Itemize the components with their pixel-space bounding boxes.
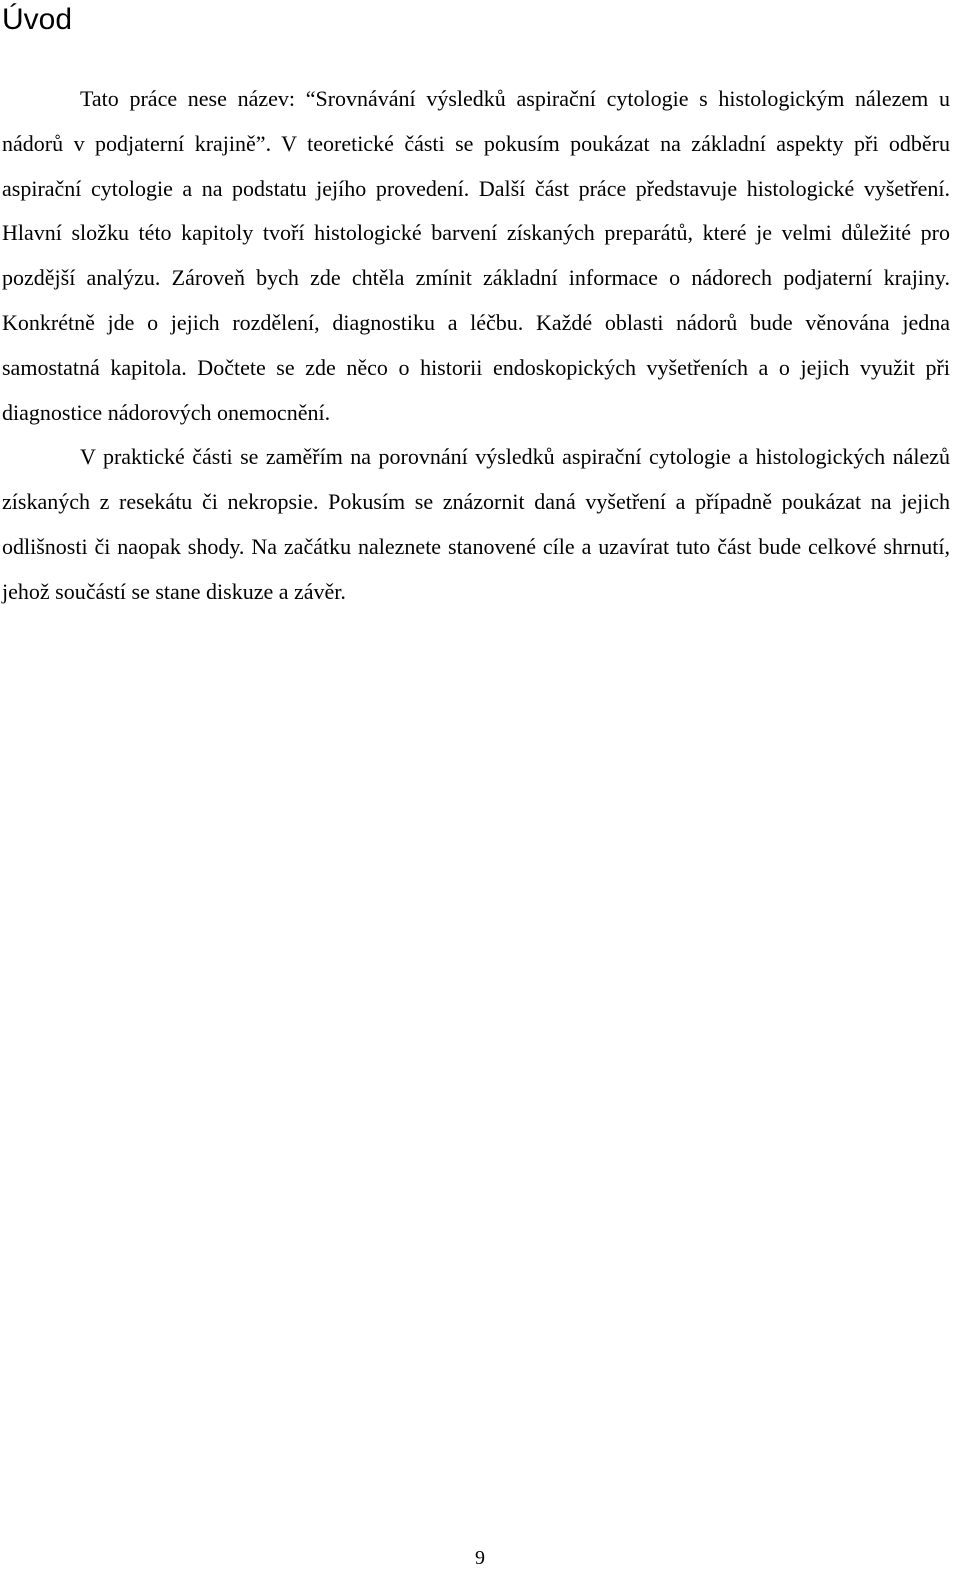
body-text [2,77,950,615]
page-number: 9 [475,1547,485,1569]
section-heading: Úvod [2,3,73,36]
paragraph-intro: Tato práce nese název: “Srovnávání výsledků aspirační cytologie s histologickým nálezem u nádorů v podjaterní krajině”. V teoretické části se pokusím poukázat na základní aspekty při odběru aspirační cytologie a na podstatu jejího provedení. Další část práce představuje histologické vyšetření. Hlavní složku této kapitoly tvoří histologické barvení získaných preparátů, které je velmi důležité pro pozdější analýzu. Zároveň bych zde chtěla zmínit základní informace o nádorech podjaterní krajiny. Konkrétně jde o jejich rozdělení, diagnostiku a léčbu. Každé oblasti nádorů bude věnována jedna samostatná kapitola. Dočtete se zde něco o historii endoskopických vyšetřeních a o jejich využit při diagnostice nádorových onemocnění. [2,86,950,425]
paragraph-practical: V praktické části se zaměřím na porovnání výsledků aspirační cytologie a histologických nálezů získaných z resekátu či nekropsie. Pokusím se znázornit daná vyšetření a případně poukázat na jejich odlišnosti či naopak shody. Na začátku naleznete stanovené cíle a uzavírat tuto část bude celkové shrnutí, jehož součástí se stane diskuze a závěr. [2,444,950,604]
